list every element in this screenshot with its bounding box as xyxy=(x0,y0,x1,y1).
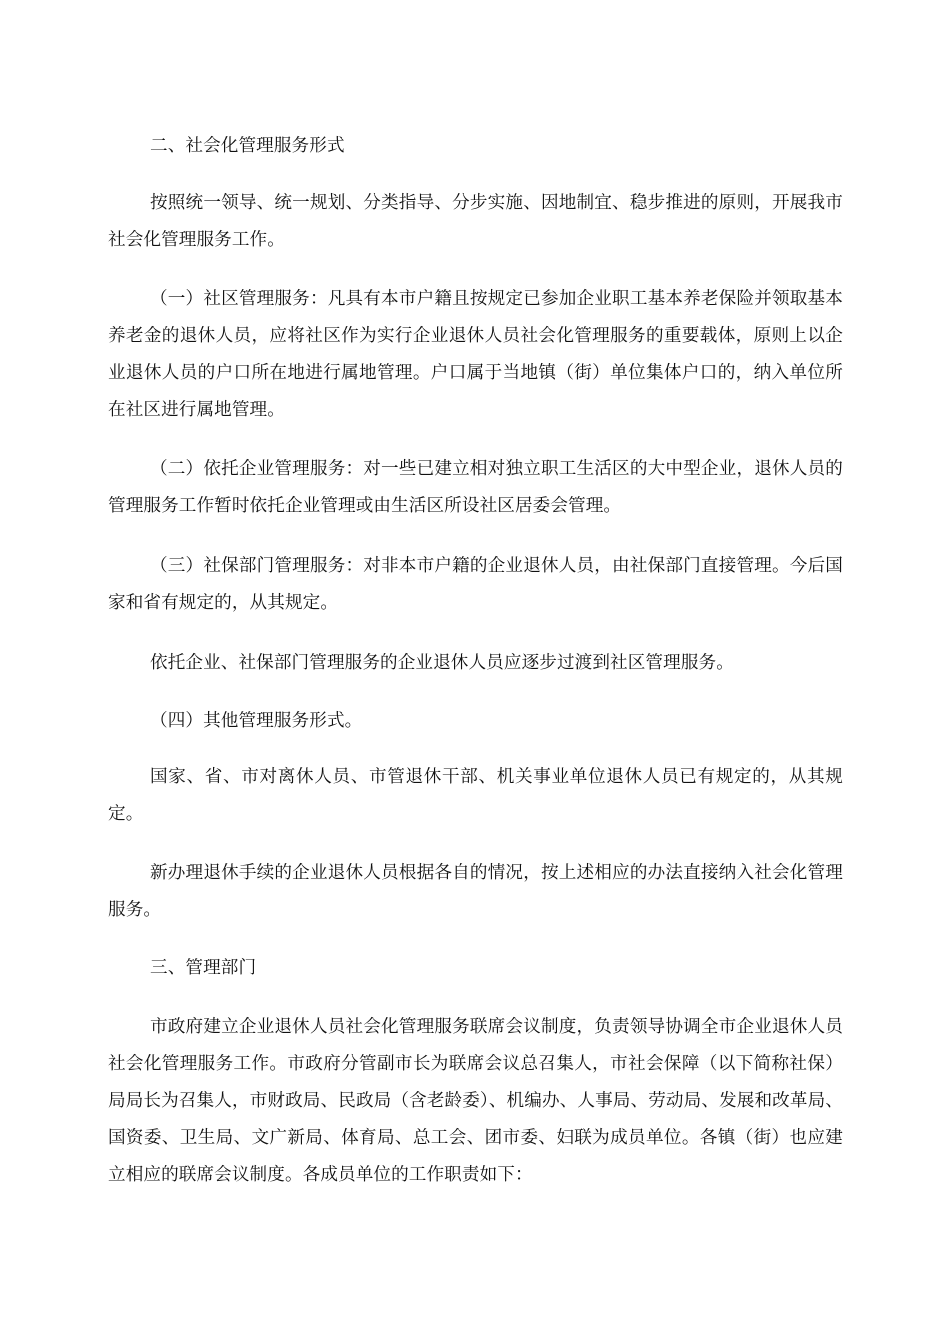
section-heading-3: 三、管理部门 xyxy=(150,958,257,978)
paragraph-existing-rules: 国家、省、市对离休人员、市管退休干部、机关事业单位退休人员已有规定的，从其规定。 xyxy=(108,767,843,824)
paragraph-new-retirees: 新办理退休手续的企业退休人员根据各自的情况，按上述相应的办法直接纳入社会化管理服务。 xyxy=(108,863,843,920)
paragraph-other-forms: （四）其他管理服务形式。 xyxy=(150,711,363,731)
paragraph-community-service: （一）社区管理服务：凡具有本市户籍且按规定已参加企业职工基本养老保险并领取基本养老金的退休人员，应将社区作为实行企业退休人员社会化管理服务的重要载体，原则上以企业退休人员的户口所在地进行属地管理。户口属于当地镇（街）单位集体户口的，纳入单位所在社区进行属地管理。 xyxy=(108,289,843,420)
paragraph-social-security-service: （三）社保部门管理服务：对非本市户籍的企业退休人员，由社保部门直接管理。今后国家和省有规定的，从其规定。 xyxy=(108,556,843,613)
paragraph-principles: 按照统一领导、统一规划、分类指导、分步实施、因地制宜、稳步推进的原则，开展我市社会化管理服务工作。 xyxy=(108,193,843,250)
paragraph-transition: 依托企业、社保部门管理服务的企业退休人员应逐步过渡到社区管理服务。 xyxy=(150,653,734,673)
paragraph-enterprise-service: （二）依托企业管理服务：对一些已建立相对独立职工生活区的大中型企业，退休人员的管理服务工作暂时依托企业管理或由生活区所设社区居委会管理。 xyxy=(108,459,843,516)
paragraph-joint-meeting: 市政府建立企业退休人员社会化管理服务联席会议制度，负责领导协调全市企业退休人员社会化管理服务工作。市政府分管副市长为联席会议总召集人，市社会保障（以下简称社保）局局长为召集人，市财政局、民政局（含老龄委）、机编办、人事局、劳动局、发展和改革局、国资委、卫生局、文广新局、体育局、总工会、团市委、妇联为成员单位。各镇（街）也应建立相应的联席会议制度。各成员单位的工作职责如下： xyxy=(108,1017,843,1185)
section-heading-2: 二、社会化管理服务形式 xyxy=(150,136,345,156)
